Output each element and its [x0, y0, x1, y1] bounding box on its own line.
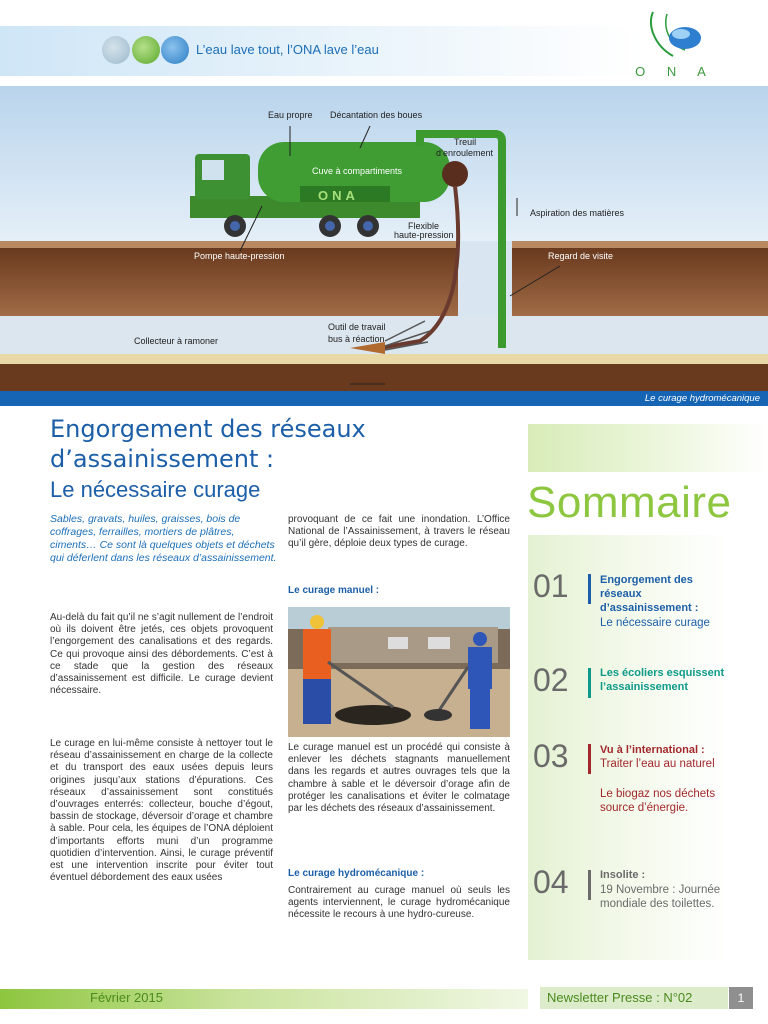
illustration-caption: Le curage hydromécanique	[0, 391, 768, 406]
article-title-line-2: d’assainissement :	[50, 445, 275, 473]
sommaire-item-03-subtitle[interactable]: Traiter l’eau au naturel	[600, 758, 715, 770]
ona-logo-text: O N A	[635, 64, 715, 79]
article-paragraph: Au-delà du fait qu’il ne s’agit nullement de l’endroit où ils doivent être jetés, ces objets provoquent l’engorgement des canalisations et des regards. Ce qui provoque ainsi des débordements. C’est à ce stade que la gestion des réseaux d’assainissement est difficile. Le curage devient nécessaire.	[50, 612, 273, 697]
sommaire-number-04: 04	[533, 864, 569, 900]
label-outil: Outil de travail	[328, 322, 386, 332]
sommaire-item-03-title[interactable]: Vu à l’international :	[600, 744, 705, 756]
label-pompe: Pompe haute-pression	[194, 251, 285, 261]
sommaire-number-01: 01	[533, 568, 569, 604]
label-eau-propre: Eau propre	[268, 110, 313, 120]
ona-logo-icon	[625, 6, 725, 66]
sommaire-item-04-title[interactable]: Insolite :	[600, 869, 646, 881]
label-flexible-2: haute-pression	[394, 230, 454, 240]
article-paragraph: Contrairement au curage manuel où seuls les agents interviennent, le curage hydromécanique nécessite le recours à une hydro-cureuse.	[288, 885, 510, 921]
sommaire-number-03: 03	[533, 738, 569, 774]
sommaire-number-02: 02	[533, 662, 569, 698]
label-aspiration: Aspiration des matières	[530, 208, 625, 218]
article-paragraph: provoquant de ce fait une inondation. L’Office National de l’Assainissement, à travers le réseau qu’il gère, déploie deux types de curage.	[288, 514, 510, 550]
sommaire-marker	[588, 870, 591, 900]
label-decantation: Décantation des boues	[330, 110, 423, 120]
label-collecteur: Collecteur à ramoner	[134, 336, 219, 346]
label-cuve: Cuve à compartiments	[312, 166, 403, 176]
sommaire-item-04-subtitle[interactable]: 19 Novembre : Journée mondiale des toilettes.	[600, 884, 721, 910]
sommaire-band	[528, 424, 768, 472]
footer-band	[0, 989, 528, 1009]
article-subtitle: Le nécessaire curage	[50, 477, 261, 502]
article-paragraph: Le curage en lui-même consiste à nettoyer tout le réseau d’assainissement en charge de la collecte et du transport des eaux usées depuis leurs origines jusqu’aux stations d’épurations. Ces réseaux d’assainissement sont constitués d’ouvrages enterrés: collecteur, bouche d’égout, bassin de stockage, déversoir d’orage et chambre à sable. Pour cela, les équipes de l’ONA déploient d’importants efforts muni d’un programme quotidien d’intervention. Ainsi, le curage préventif est une intervention inscrite pour éviter tout éventuel débordement des eaux usées	[50, 738, 273, 884]
page-number: 1	[729, 987, 753, 1009]
sommaire-item-03-extra[interactable]: Le biogaz nos déchets source d’énergie.	[600, 788, 716, 814]
water-dot-icon	[102, 36, 130, 64]
article-title-line-1: Engorgement des réseaux	[50, 415, 366, 443]
leaf-dot-icon	[132, 36, 160, 64]
label-treuil-2: d’enroulement	[436, 148, 494, 158]
article-title	[50, 414, 470, 474]
blue-dot-icon	[161, 36, 189, 64]
sommaire-item-01-title[interactable]: Engorgement des réseaux d’assainissement :	[600, 574, 699, 614]
sommaire-marker	[588, 744, 591, 774]
header-tagline: L’eau lave tout, l’ONA lave l’eau	[196, 42, 379, 57]
section-heading-manuel: Le curage manuel :	[288, 585, 380, 596]
label-outil-2: bus à réaction	[328, 334, 385, 344]
article-paragraph: Le curage manuel est un procédé qui consiste à enlever les déchets stagnants manuellement dans les regards et autres ouvrages tels que la chambre à sable et le déversoir d’orage afin de protéger les canalisations et éviter le colmatage par les déchets des réseaux d’assainissement.	[288, 742, 510, 815]
label-regard: Regard de visite	[548, 251, 614, 261]
curage-illustration	[0, 86, 768, 391]
sommaire-title: Sommaire	[527, 478, 732, 527]
truck-ona-text: ONA	[318, 188, 359, 203]
section-heading-hydro: Le curage hydromécanique :	[288, 868, 425, 879]
sommaire-marker	[588, 574, 591, 604]
label-flexible: Flexible	[408, 221, 440, 231]
manual-cleaning-photo	[288, 607, 510, 737]
footer-date: Février 2015	[90, 990, 163, 1005]
sommaire-marker	[588, 668, 591, 698]
sommaire-item-01-subtitle[interactable]: Le nécessaire curage	[600, 617, 710, 629]
footer-newsletter: Newsletter Presse : N°02	[547, 990, 693, 1005]
article-intro: Sables, gravats, huiles, graisses, bois de coffrages, ferrailles, mortiers de plâtres, ciments… Ce sont là quelques objets et déchets qui déferlent dans les réseaux d’assainissement.	[50, 513, 277, 564]
label-treuil: Treuil	[454, 137, 477, 147]
sommaire-item-02-title[interactable]: Les écoliers esquissent l’assainissement	[600, 667, 725, 693]
